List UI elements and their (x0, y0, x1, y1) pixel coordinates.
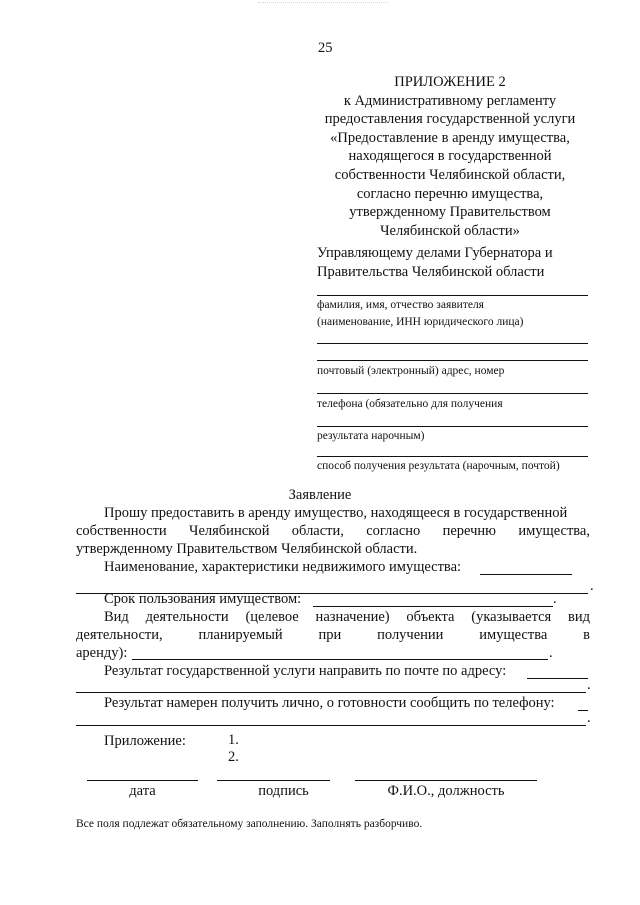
scan-artifact (258, 2, 388, 7)
date-caption: дата (129, 783, 156, 799)
method-caption: способ получения результата (нарочным, почтой) (317, 460, 560, 472)
property-name-field[interactable] (480, 574, 572, 575)
applicant-field-line[interactable] (317, 360, 588, 361)
term-label: Срок пользования имуществом: (104, 591, 302, 607)
period-mark: . (590, 578, 594, 594)
period-mark: . (587, 710, 591, 726)
period-mark: . (553, 591, 557, 607)
applicant-name-caption: фамилия, имя, отчество заявителя (317, 299, 484, 311)
phone-field-line[interactable] (317, 426, 588, 427)
period-mark: . (549, 645, 553, 661)
attachment-item: 1. (228, 732, 239, 748)
appendix-header (315, 73, 585, 240)
pickup-caption: результата нарочным) (317, 430, 425, 442)
attachments-label: Приложение: (104, 733, 186, 749)
mail-address-field[interactable] (76, 692, 586, 693)
phone-field[interactable] (76, 725, 586, 726)
applicant-field-line[interactable] (317, 343, 588, 344)
appendix-line: Челябинской области» (380, 222, 520, 239)
applicant-org-caption: (наименование, ИНН юридического лица) (317, 316, 524, 328)
footer-note: Все поля подлежат обязательному заполнению. Заполнять разборчиво. (76, 818, 423, 830)
appendix-title: ПРИЛОЖЕНИЕ 2 (394, 74, 506, 90)
statement-heading: Заявление (288, 487, 352, 503)
appendix-line: «Предоставление в аренду имущества, (330, 129, 570, 146)
address-caption: почтовый (электронный) адрес, номер (317, 365, 505, 377)
signature-field[interactable] (217, 780, 330, 781)
activity-text: аренду): (76, 645, 128, 661)
term-field[interactable] (313, 606, 553, 607)
page-number: 25 (318, 40, 333, 56)
phone-caption: телефона (обязательно для получения (317, 398, 503, 410)
attachment-item: 2. (228, 749, 239, 765)
appendix-line: к Административному регламенту (343, 92, 557, 109)
mail-label: Результат государственной услуги направить по почте по адресу: (104, 663, 507, 679)
mail-address-field[interactable] (527, 678, 588, 679)
date-field[interactable] (87, 780, 198, 781)
statement-text: утвержденному Правительством Челябинской области. (76, 541, 418, 557)
appendix-line: предоставления государственной услуги (324, 111, 576, 128)
statement-text: собственности Челябинской области, согласно перечню имущества, (76, 523, 590, 539)
addressee-line: Управляющему делами Губернатора и (317, 245, 553, 261)
appendix-line: согласно перечню имущества, (356, 185, 544, 202)
signature-caption: подпись (258, 783, 309, 799)
appendix-line: собственности Челябинской области, (334, 166, 566, 183)
activity-text: деятельности, планируемый при получении имущества в (76, 627, 590, 643)
activity-text: Вид деятельности (целевое назначение) объекта (указывается вид (104, 609, 590, 625)
name-position-field[interactable] (355, 780, 537, 781)
name-position-caption: Ф.И.О., должность (387, 783, 505, 799)
method-field-line[interactable] (317, 456, 588, 457)
applicant-name-line[interactable] (317, 295, 588, 296)
statement-text: Прошу предоставить в аренду имущество, находящееся в государственной (104, 505, 568, 521)
address-field-line[interactable] (317, 393, 588, 394)
phone-label: Результат намерен получить лично, о готовности сообщить по телефону: (104, 695, 555, 711)
property-name-label: Наименование, характеристики недвижимого имущества: (104, 559, 462, 575)
appendix-line: находящегося в государственной (348, 148, 552, 165)
activity-field[interactable] (132, 659, 548, 660)
addressee-line: Правительства Челябинской области (317, 264, 545, 280)
appendix-line: утвержденному Правительством (349, 204, 551, 221)
period-mark: . (587, 677, 591, 693)
